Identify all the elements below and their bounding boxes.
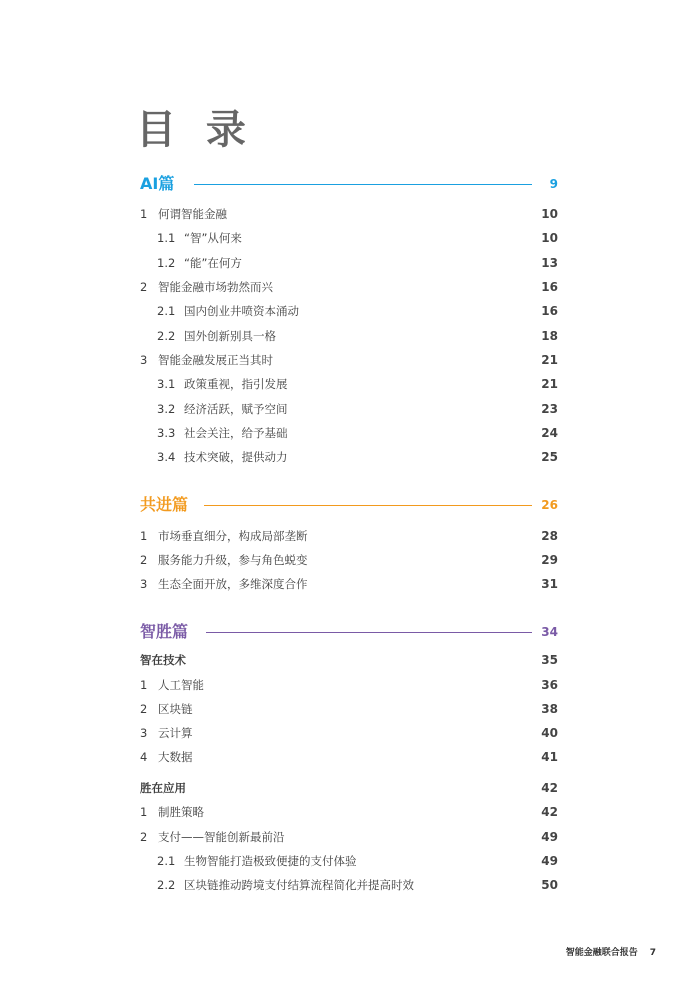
entry-title: 云计算: [158, 726, 193, 740]
entry-title: 人工智能: [158, 678, 204, 692]
section-header-ai[interactable]: [140, 172, 560, 196]
entry-title: 市场垂直细分，构成局部垄断: [158, 529, 308, 543]
toc-entry[interactable]: [140, 851, 560, 871]
entry-title: 何谓智能金融: [158, 207, 227, 221]
section-divider: [204, 505, 532, 506]
toc-entry[interactable]: [140, 827, 560, 847]
entry-page: 49: [541, 854, 558, 868]
section-title: 智胜篇: [140, 622, 189, 641]
entry-title: “智”从何来: [184, 231, 242, 245]
entry-page: 29: [541, 553, 558, 567]
entry-title: 智在技术: [140, 653, 186, 667]
entry-page: 23: [541, 402, 558, 416]
footer-report-title: 智能金融联合报告: [565, 948, 638, 958]
entry-page: 16: [541, 304, 558, 318]
entry-title: “能”在何方: [184, 256, 242, 270]
entry-number: 2: [140, 553, 148, 567]
toc-entry[interactable]: [140, 675, 560, 695]
section-header-gongjin[interactable]: [140, 493, 560, 517]
entry-title: 智能金融市场勃然而兴: [158, 280, 273, 294]
toc-group-heading[interactable]: [140, 650, 560, 670]
entry-title: 智能金融发展正当其时: [158, 353, 273, 367]
entry-title: 生物智能打造极致便捷的支付体验: [184, 854, 357, 868]
entry-page: 42: [541, 781, 558, 795]
entry-title: 经济活跃，赋予空间: [184, 402, 288, 416]
entry-page: 31: [541, 577, 558, 591]
toc-entry[interactable]: [140, 747, 560, 767]
entry-title: 生态全面开放，多维深度合作: [158, 577, 308, 591]
section-header-zhisheng[interactable]: [140, 620, 560, 644]
entry-number: 3.4: [157, 450, 176, 464]
page-title: 目 录: [136, 107, 254, 153]
entry-number: 1.1: [157, 231, 176, 245]
toc-entry[interactable]: [140, 723, 560, 743]
section-title: 共进篇: [140, 495, 189, 514]
entry-number: 3: [140, 577, 148, 591]
entry-page: 13: [541, 256, 558, 270]
toc-entry[interactable]: [140, 574, 560, 594]
entry-page: 35: [541, 653, 558, 667]
entry-title: 制胜策略: [158, 805, 204, 819]
entry-number: 2.1: [157, 854, 176, 868]
entry-page: 50: [541, 878, 558, 892]
toc-entry[interactable]: [140, 228, 560, 248]
entry-number: 3.1: [157, 377, 176, 391]
entry-number: 3.3: [157, 426, 176, 440]
entry-title: 政策重视，指引发展: [184, 377, 288, 391]
entry-title: 社会关注，给予基础: [184, 426, 288, 440]
entry-number: 2.1: [157, 304, 176, 318]
entry-page: 21: [541, 353, 558, 367]
toc-entry[interactable]: [140, 875, 560, 895]
toc-entry[interactable]: [140, 374, 560, 394]
entry-page: 21: [541, 377, 558, 391]
entry-title: 国内创业井喷资本涌动: [184, 304, 299, 318]
entry-number: 3.2: [157, 402, 176, 416]
section-page: 26: [541, 498, 558, 512]
section-divider: [194, 184, 532, 185]
entry-number: 1: [140, 207, 148, 221]
footer-page-number: 7: [649, 948, 656, 958]
entry-page: 10: [541, 207, 558, 221]
entry-page: 49: [541, 830, 558, 844]
toc-entry[interactable]: [140, 301, 560, 321]
toc-entry[interactable]: [140, 277, 560, 297]
page-footer: [566, 945, 656, 958]
entry-title: 区块链推动跨境支付结算流程简化并提高时效: [184, 878, 414, 892]
entry-number: 3: [140, 353, 148, 367]
entry-page: 41: [541, 750, 558, 764]
entry-number: 2: [140, 702, 148, 716]
toc-entry[interactable]: [140, 350, 560, 370]
entry-page: 36: [541, 678, 558, 692]
toc-entry[interactable]: [140, 253, 560, 273]
entry-number: 2: [140, 830, 148, 844]
toc-entry[interactable]: [140, 423, 560, 443]
entry-page: 10: [541, 231, 558, 245]
toc-entry[interactable]: [140, 447, 560, 467]
entry-number: 1: [140, 529, 148, 543]
entry-title: 胜在应用: [140, 781, 186, 795]
entry-title: 区块链: [158, 702, 193, 716]
section-divider: [206, 632, 532, 633]
entry-title: 技术突破，提供动力: [184, 450, 288, 464]
entry-title: 服务能力升级，参与角色蜕变: [158, 553, 308, 567]
entry-page: 28: [541, 529, 558, 543]
entry-number: 3: [140, 726, 148, 740]
entry-number: 1: [140, 805, 148, 819]
entry-page: 16: [541, 280, 558, 294]
entry-page: 42: [541, 805, 558, 819]
toc-entry[interactable]: [140, 326, 560, 346]
entry-number: 2.2: [157, 329, 176, 343]
entry-number: 1.2: [157, 256, 176, 270]
toc-entry[interactable]: [140, 550, 560, 570]
toc-entry[interactable]: [140, 399, 560, 419]
entry-title: 支付——智能创新最前沿: [158, 830, 285, 844]
entry-number: 1: [140, 678, 148, 692]
entry-page: 38: [541, 702, 558, 716]
toc-entry[interactable]: [140, 802, 560, 822]
section-page: 34: [541, 625, 558, 639]
toc-entry[interactable]: [140, 699, 560, 719]
entry-page: 18: [541, 329, 558, 343]
section-page: 9: [549, 177, 558, 191]
entry-title: 大数据: [158, 750, 193, 764]
entry-number: 2.2: [157, 878, 176, 892]
entry-page: 40: [541, 726, 558, 740]
section-title: AI篇: [140, 174, 175, 193]
entry-number: 4: [140, 750, 148, 764]
toc-entry[interactable]: [140, 526, 560, 546]
entry-page: 24: [541, 426, 558, 440]
entry-number: 2: [140, 280, 148, 294]
entry-title: 国外创新别具一格: [184, 329, 276, 343]
entry-page: 25: [541, 450, 558, 464]
toc-group-heading[interactable]: [140, 778, 560, 798]
toc-entry[interactable]: [140, 204, 560, 224]
